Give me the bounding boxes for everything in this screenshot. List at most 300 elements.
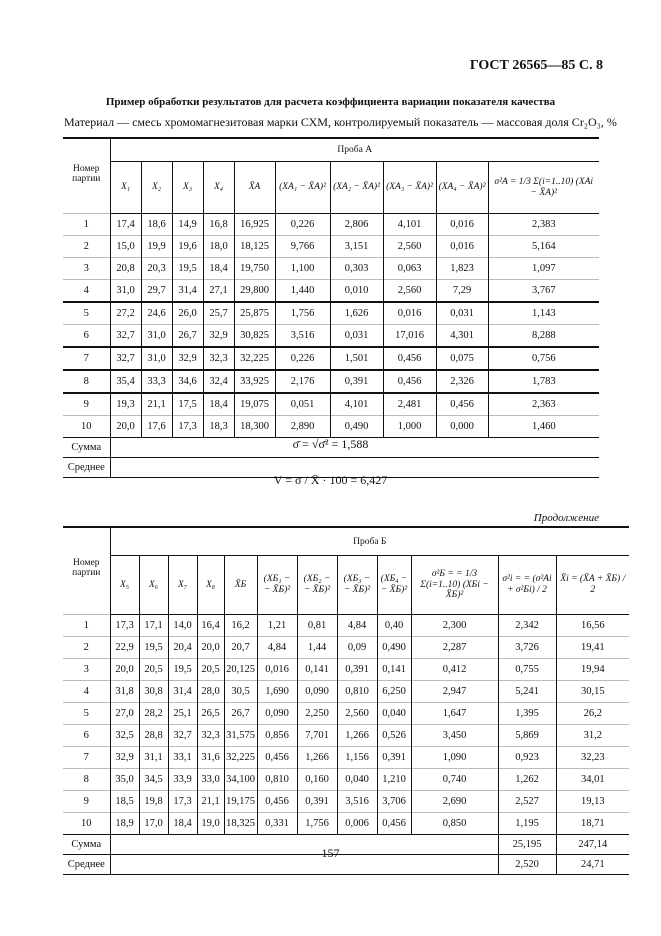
column-header: (XБ₃ − − X̄Б)² bbox=[337, 556, 377, 615]
table-cell: 18,6 bbox=[141, 214, 172, 236]
table-cell: 0,051 bbox=[275, 393, 330, 416]
table-cell: 2,481 bbox=[383, 393, 436, 416]
table-cell: 20,0 bbox=[110, 659, 139, 681]
batch-number: 2 bbox=[63, 236, 110, 258]
table-cell: 25,7 bbox=[203, 302, 234, 325]
table-cell: 1,626 bbox=[330, 302, 383, 325]
column-header: (XБ₄ − − X̄Б)² bbox=[377, 556, 411, 615]
table-row bbox=[63, 236, 599, 258]
column-header: X₆ bbox=[139, 556, 168, 615]
table-cell: 34,100 bbox=[224, 769, 257, 791]
page-title: Пример обработки результатов для расчета коэффициента вариации показателя качества bbox=[105, 96, 556, 108]
table-row bbox=[63, 416, 599, 438]
probe-b-label: Проба Б bbox=[110, 527, 629, 556]
table-cell: 19,41 bbox=[556, 637, 629, 659]
table-cell: 5,241 bbox=[498, 681, 556, 703]
column-header: X₁ bbox=[110, 162, 141, 214]
table-cell: 5,869 bbox=[498, 725, 556, 747]
table-cell: 32,225 bbox=[234, 347, 275, 370]
summary-value: 24,71 bbox=[556, 855, 629, 875]
table-cell: 17,3 bbox=[168, 791, 197, 813]
table-cell: 19,9 bbox=[141, 236, 172, 258]
table-cell: 19,3 bbox=[110, 393, 141, 416]
table-cell: 20,0 bbox=[197, 637, 224, 659]
formula-v-text: V = σ̄ / X̄ · 100 = 6,427 bbox=[273, 473, 388, 487]
table-cell: 8,288 bbox=[488, 325, 599, 348]
table-cell: 28,0 bbox=[197, 681, 224, 703]
summary-value: 247,14 bbox=[556, 835, 629, 855]
table-cell: 0,09 bbox=[337, 637, 377, 659]
table-cell: 19,075 bbox=[234, 393, 275, 416]
table-cell: 21,1 bbox=[141, 393, 172, 416]
table-cell: 2,690 bbox=[411, 791, 498, 813]
table-cell: 18,5 bbox=[110, 791, 139, 813]
table-cell: 0,456 bbox=[257, 791, 297, 813]
table-cell: 4,301 bbox=[436, 325, 488, 348]
table-cell: 19,6 bbox=[172, 236, 203, 258]
batch-number: 10 bbox=[63, 813, 110, 835]
table-cell: 20,7 bbox=[224, 637, 257, 659]
table-row bbox=[63, 725, 629, 747]
table-cell: 35,4 bbox=[110, 370, 141, 393]
table-cell: 2,527 bbox=[498, 791, 556, 813]
table-cell: 1,097 bbox=[488, 258, 599, 280]
table-cell: 0,090 bbox=[297, 681, 337, 703]
table-cell: 19,13 bbox=[556, 791, 629, 813]
table-row bbox=[63, 258, 599, 280]
table-cell: 32,3 bbox=[203, 347, 234, 370]
table-cell: 2,342 bbox=[498, 615, 556, 637]
table-cell: 2,890 bbox=[275, 416, 330, 438]
table-cell: 18,4 bbox=[203, 258, 234, 280]
table-cell: 32,7 bbox=[168, 725, 197, 747]
column-header: X̄Б bbox=[224, 556, 257, 615]
table-cell: 0,456 bbox=[257, 747, 297, 769]
table-cell: 0,391 bbox=[297, 791, 337, 813]
table-cell: 32,225 bbox=[224, 747, 257, 769]
table-cell: 35,0 bbox=[110, 769, 139, 791]
summary-label: Среднее bbox=[63, 855, 110, 875]
column-header: X̄A bbox=[234, 162, 275, 214]
table-cell: 1,823 bbox=[436, 258, 488, 280]
table-cell: 18,325 bbox=[224, 813, 257, 835]
table-row bbox=[63, 791, 629, 813]
table-cell: 2,806 bbox=[330, 214, 383, 236]
table-cell: 9,766 bbox=[275, 236, 330, 258]
table-cell: 20,5 bbox=[139, 659, 168, 681]
table-cell: 2,300 bbox=[411, 615, 498, 637]
table-cell: 0,810 bbox=[257, 769, 297, 791]
table-cell: 19,0 bbox=[197, 813, 224, 835]
table-cell: 31,0 bbox=[141, 325, 172, 348]
table-cell: 17,3 bbox=[110, 615, 139, 637]
table-cell: 33,9 bbox=[168, 769, 197, 791]
table-cell: 26,7 bbox=[224, 703, 257, 725]
table-cell: 1,756 bbox=[297, 813, 337, 835]
batch-number: 7 bbox=[63, 347, 110, 370]
table-cell: 32,23 bbox=[556, 747, 629, 769]
table-cell: 1,501 bbox=[330, 347, 383, 370]
column-header: (XA₃ − X̄A)² bbox=[383, 162, 436, 214]
table-row bbox=[63, 347, 599, 370]
table-cell: 0,391 bbox=[330, 370, 383, 393]
table-row bbox=[63, 637, 629, 659]
table-cell: 32,3 bbox=[197, 725, 224, 747]
formula-sigma bbox=[0, 437, 661, 452]
table-cell: 19,94 bbox=[556, 659, 629, 681]
table-cell: 30,5 bbox=[224, 681, 257, 703]
column-header: (XБ₂ − − X̄Б)² bbox=[297, 556, 337, 615]
table-cell: 3,151 bbox=[330, 236, 383, 258]
table-cell: 1,262 bbox=[498, 769, 556, 791]
summary-label: Сумма bbox=[63, 438, 110, 458]
table-cell: 0,331 bbox=[257, 813, 297, 835]
column-header: (XA₁ − X̄A)² bbox=[275, 162, 330, 214]
table-cell: 0,81 bbox=[297, 615, 337, 637]
table-cell: 33,0 bbox=[197, 769, 224, 791]
summary-value: 2,520 bbox=[498, 855, 556, 875]
table-cell: 18,71 bbox=[556, 813, 629, 835]
table-cell: 0,141 bbox=[377, 659, 411, 681]
table-cell: 17,1 bbox=[139, 615, 168, 637]
table-row bbox=[63, 325, 599, 348]
column-header: X₄ bbox=[203, 162, 234, 214]
table-cell: 16,4 bbox=[197, 615, 224, 637]
table-cell: 1,21 bbox=[257, 615, 297, 637]
table-cell: 3,726 bbox=[498, 637, 556, 659]
table-cell: 30,825 bbox=[234, 325, 275, 348]
formula-v bbox=[0, 473, 661, 488]
table-cell: 15,0 bbox=[110, 236, 141, 258]
table-cell: 0,016 bbox=[436, 236, 488, 258]
table-cell: 0,740 bbox=[411, 769, 498, 791]
table-cell: 34,5 bbox=[139, 769, 168, 791]
table-cell: 3,516 bbox=[337, 791, 377, 813]
table-cell: 0,391 bbox=[337, 659, 377, 681]
table-cell: 1,143 bbox=[488, 302, 599, 325]
table-cell: 17,4 bbox=[110, 214, 141, 236]
table-cell: 18,4 bbox=[203, 393, 234, 416]
column-header: (XA₄ − X̄A)² bbox=[436, 162, 488, 214]
column-header: X₃ bbox=[172, 162, 203, 214]
table-cell: 31,0 bbox=[110, 280, 141, 303]
batch-number: 4 bbox=[63, 280, 110, 303]
table-cell: 1,783 bbox=[488, 370, 599, 393]
table-cell: 31,4 bbox=[168, 681, 197, 703]
table-cell: 1,440 bbox=[275, 280, 330, 303]
table-cell: 2,287 bbox=[411, 637, 498, 659]
batch-number: 6 bbox=[63, 725, 110, 747]
table-cell: 0,490 bbox=[330, 416, 383, 438]
batch-number: 1 bbox=[63, 615, 110, 637]
table-cell: 0,40 bbox=[377, 615, 411, 637]
table-cell: 18,300 bbox=[234, 416, 275, 438]
table-cell: 30,8 bbox=[139, 681, 168, 703]
table-cell: 16,925 bbox=[234, 214, 275, 236]
table-cell: 0,756 bbox=[488, 347, 599, 370]
table-cell: 4,101 bbox=[330, 393, 383, 416]
continuation-label: Продолжение bbox=[533, 512, 599, 524]
table-cell: 31,4 bbox=[172, 280, 203, 303]
table-cell: 1,756 bbox=[275, 302, 330, 325]
table-cell: 3,706 bbox=[377, 791, 411, 813]
column-header: σ²A = 1/3 Σ(i=1..10) (XAi − X̄A)² bbox=[488, 162, 599, 214]
table-cell: 0,456 bbox=[377, 813, 411, 835]
table-cell: 0,456 bbox=[383, 370, 436, 393]
table-cell: 32,5 bbox=[110, 725, 139, 747]
table-cell: 25,1 bbox=[168, 703, 197, 725]
table-cell: 21,1 bbox=[197, 791, 224, 813]
probe-a-label: Проба А bbox=[110, 138, 599, 162]
column-header-batch: Номер партии bbox=[63, 138, 110, 214]
table-cell: 0,412 bbox=[411, 659, 498, 681]
table-probe-a bbox=[63, 137, 599, 478]
table-cell: 0,456 bbox=[383, 347, 436, 370]
batch-number: 9 bbox=[63, 393, 110, 416]
table-cell: 1,690 bbox=[257, 681, 297, 703]
column-header: (XA₂ − X̄A)² bbox=[330, 162, 383, 214]
table-cell: 0,016 bbox=[257, 659, 297, 681]
table-cell: 26,7 bbox=[172, 325, 203, 348]
table-probe-b bbox=[63, 526, 629, 875]
batch-number: 7 bbox=[63, 747, 110, 769]
table-cell: 31,575 bbox=[224, 725, 257, 747]
table-cell: 2,560 bbox=[337, 703, 377, 725]
table-row bbox=[63, 302, 599, 325]
column-header: (XБ₁ − − X̄Б)² bbox=[257, 556, 297, 615]
table-cell: 5,164 bbox=[488, 236, 599, 258]
table-cell: 19,750 bbox=[234, 258, 275, 280]
table-cell: 26,0 bbox=[172, 302, 203, 325]
table-cell: 16,2 bbox=[224, 615, 257, 637]
formula-sigma-text: σ̄ = √σ̄² = 1,588 bbox=[292, 437, 369, 451]
table-cell: 20,4 bbox=[168, 637, 197, 659]
batch-number: 8 bbox=[63, 370, 110, 393]
table-row bbox=[63, 769, 629, 791]
table-cell: 2,560 bbox=[383, 280, 436, 303]
table-row bbox=[63, 214, 599, 236]
column-header: σ²Б = = 1/3 Σ(i=1..10) (XБi − X̄Б)² bbox=[411, 556, 498, 615]
table-cell: 1,000 bbox=[383, 416, 436, 438]
table-cell: 1,266 bbox=[337, 725, 377, 747]
table-cell: 0,755 bbox=[498, 659, 556, 681]
table-cell: 1,44 bbox=[297, 637, 337, 659]
table-cell: 3,767 bbox=[488, 280, 599, 303]
table-cell: 0,391 bbox=[377, 747, 411, 769]
page-number: 157 bbox=[321, 846, 340, 860]
table-cell: 31,1 bbox=[139, 747, 168, 769]
table-cell: 0,040 bbox=[337, 769, 377, 791]
batch-number: 6 bbox=[63, 325, 110, 348]
table-row bbox=[63, 747, 629, 769]
table-cell: 26,2 bbox=[556, 703, 629, 725]
batch-number: 10 bbox=[63, 416, 110, 438]
batch-number: 4 bbox=[63, 681, 110, 703]
table-cell: 18,0 bbox=[203, 236, 234, 258]
table-cell: 19,5 bbox=[168, 659, 197, 681]
table-cell: 32,9 bbox=[110, 747, 139, 769]
table-cell: 29,800 bbox=[234, 280, 275, 303]
table-cell: 7,29 bbox=[436, 280, 488, 303]
table-cell: 2,363 bbox=[488, 393, 599, 416]
table-cell: 1,647 bbox=[411, 703, 498, 725]
table-cell: 32,7 bbox=[110, 347, 141, 370]
table-cell: 17,3 bbox=[172, 416, 203, 438]
table-cell: 4,84 bbox=[337, 615, 377, 637]
table-cell: 1,195 bbox=[498, 813, 556, 835]
table-cell: 2,383 bbox=[488, 214, 599, 236]
page-header: ГОСТ 26565—85 С. 8 bbox=[469, 58, 603, 73]
table-cell: 27,1 bbox=[203, 280, 234, 303]
table-cell: 1,395 bbox=[498, 703, 556, 725]
table-cell: 26,5 bbox=[197, 703, 224, 725]
table-cell: 1,090 bbox=[411, 747, 498, 769]
table-cell: 34,01 bbox=[556, 769, 629, 791]
table-cell: 0,303 bbox=[330, 258, 383, 280]
table-cell: 16,8 bbox=[203, 214, 234, 236]
table-cell: 27,2 bbox=[110, 302, 141, 325]
table-cell: 14,0 bbox=[168, 615, 197, 637]
table-cell: 3,516 bbox=[275, 325, 330, 348]
summary-label: Среднее bbox=[63, 458, 110, 478]
table-cell: 14,9 bbox=[172, 214, 203, 236]
table-cell: 0,226 bbox=[275, 347, 330, 370]
table-cell: 0,090 bbox=[257, 703, 297, 725]
table-cell: 0,000 bbox=[436, 416, 488, 438]
table-cell: 17,5 bbox=[172, 393, 203, 416]
table-cell: 31,0 bbox=[141, 347, 172, 370]
table-cell: 3,450 bbox=[411, 725, 498, 747]
table-cell: 25,875 bbox=[234, 302, 275, 325]
table-row bbox=[63, 813, 629, 835]
table-cell: 0,226 bbox=[275, 214, 330, 236]
table-cell: 0,010 bbox=[330, 280, 383, 303]
column-header: X̄i = (X̄A + X̄Б) / 2 bbox=[556, 556, 629, 615]
batch-number: 8 bbox=[63, 769, 110, 791]
table-cell: 20,0 bbox=[110, 416, 141, 438]
table-cell: 18,9 bbox=[110, 813, 139, 835]
table-cell: 29,7 bbox=[141, 280, 172, 303]
table-cell: 0,160 bbox=[297, 769, 337, 791]
table-cell: 17,0 bbox=[139, 813, 168, 835]
table-cell: 33,1 bbox=[168, 747, 197, 769]
table-cell: 30,15 bbox=[556, 681, 629, 703]
table-cell: 19,175 bbox=[224, 791, 257, 813]
table-cell: 0,526 bbox=[377, 725, 411, 747]
table-cell: 1,460 bbox=[488, 416, 599, 438]
summary-label: Сумма bbox=[63, 835, 110, 855]
table-cell: 17,016 bbox=[383, 325, 436, 348]
table-cell: 18,3 bbox=[203, 416, 234, 438]
table-cell: 18,125 bbox=[234, 236, 275, 258]
table-cell: 31,2 bbox=[556, 725, 629, 747]
table-cell: 28,8 bbox=[139, 725, 168, 747]
table-cell: 20,8 bbox=[110, 258, 141, 280]
batch-number: 3 bbox=[63, 258, 110, 280]
batch-number: 3 bbox=[63, 659, 110, 681]
table-cell: 0,141 bbox=[297, 659, 337, 681]
batch-number: 2 bbox=[63, 637, 110, 659]
table-cell: 0,040 bbox=[377, 703, 411, 725]
table-cell: 0,850 bbox=[411, 813, 498, 835]
table-cell: 19,5 bbox=[172, 258, 203, 280]
column-header: X₅ bbox=[110, 556, 139, 615]
table-cell: 32,9 bbox=[172, 347, 203, 370]
table-cell: 20,125 bbox=[224, 659, 257, 681]
table-cell: 2,560 bbox=[383, 236, 436, 258]
table-cell: 4,101 bbox=[383, 214, 436, 236]
material-description bbox=[64, 115, 624, 130]
table-cell: 2,176 bbox=[275, 370, 330, 393]
table-cell: 28,2 bbox=[139, 703, 168, 725]
table-cell: 1,210 bbox=[377, 769, 411, 791]
column-header-batch-b: Номер партии bbox=[63, 527, 110, 615]
table-row bbox=[63, 280, 599, 303]
table-cell: 20,3 bbox=[141, 258, 172, 280]
batch-number: 9 bbox=[63, 791, 110, 813]
table-cell: 19,8 bbox=[139, 791, 168, 813]
table-cell: 0,031 bbox=[436, 302, 488, 325]
table-cell: 33,3 bbox=[141, 370, 172, 393]
table-cell: 0,006 bbox=[337, 813, 377, 835]
table-cell: 6,250 bbox=[377, 681, 411, 703]
column-header: σ²i = = (σ²Ai + σ²Бi) / 2 bbox=[498, 556, 556, 615]
table-cell: 31,8 bbox=[110, 681, 139, 703]
table-row bbox=[63, 615, 629, 637]
table-cell: 32,9 bbox=[203, 325, 234, 348]
table-cell: 0,923 bbox=[498, 747, 556, 769]
column-header: X₈ bbox=[197, 556, 224, 615]
table-cell: 2,326 bbox=[436, 370, 488, 393]
table-cell: 22,9 bbox=[110, 637, 139, 659]
table-row bbox=[63, 681, 629, 703]
table-cell: 0,810 bbox=[337, 681, 377, 703]
subtitle-text: Материал — смесь хромомагнезитовая марки СХМ, контролируемый показатель — массовая доля Cr₂O₃, % bbox=[64, 115, 617, 129]
table-cell: 7,701 bbox=[297, 725, 337, 747]
table-cell: 1,156 bbox=[337, 747, 377, 769]
batch-number: 5 bbox=[63, 302, 110, 325]
table-cell: 2,250 bbox=[297, 703, 337, 725]
table-cell: 20,5 bbox=[197, 659, 224, 681]
batch-number: 1 bbox=[63, 214, 110, 236]
table-cell: 0,063 bbox=[383, 258, 436, 280]
table-cell: 32,4 bbox=[203, 370, 234, 393]
column-header: X₇ bbox=[168, 556, 197, 615]
table-cell: 16,56 bbox=[556, 615, 629, 637]
summary-value: 25,195 bbox=[498, 835, 556, 855]
table-row bbox=[63, 393, 599, 416]
table-cell: 0,016 bbox=[436, 214, 488, 236]
table-cell: 4,84 bbox=[257, 637, 297, 659]
table-cell: 18,4 bbox=[168, 813, 197, 835]
batch-number: 5 bbox=[63, 703, 110, 725]
table-cell: 0,456 bbox=[436, 393, 488, 416]
table-cell: 27,0 bbox=[110, 703, 139, 725]
table-cell: 0,075 bbox=[436, 347, 488, 370]
table-cell: 0,016 bbox=[383, 302, 436, 325]
table-cell: 1,266 bbox=[297, 747, 337, 769]
table-cell: 0,490 bbox=[377, 637, 411, 659]
table-cell: 0,856 bbox=[257, 725, 297, 747]
table-cell: 24,6 bbox=[141, 302, 172, 325]
table-cell: 32,7 bbox=[110, 325, 141, 348]
table-row bbox=[63, 370, 599, 393]
table-cell: 0,031 bbox=[330, 325, 383, 348]
table-row bbox=[63, 703, 629, 725]
table-cell: 33,925 bbox=[234, 370, 275, 393]
column-header: X₂ bbox=[141, 162, 172, 214]
table-cell: 17,6 bbox=[141, 416, 172, 438]
